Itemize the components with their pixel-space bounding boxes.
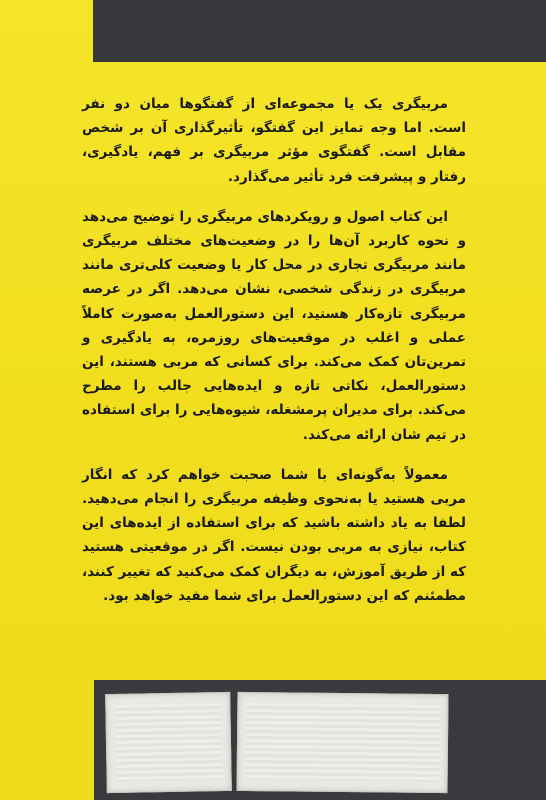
price-sticker-right (236, 692, 448, 793)
paragraph-1: مربیگری یک یا مجموعه‌ای از گفتگوها میان دو نفر است. اما وجه تمایز این گفتگو، تأثیرگذاری آن بر شخص مقابل است. گفتگوی مؤثر مربیگری بر فهم، یادگیری، رفتار و پیشرفت فرد تأثیر می‌گذارد. (82, 96, 466, 185)
top-dark-band (93, 0, 546, 62)
price-sticker-left (105, 692, 232, 793)
blurb-text (82, 92, 466, 624)
paragraph-2: این کتاب اصول و رویکردهای مربیگری را توضیح می‌دهد و نحوه کاربرد آن‌ها را در وضعیت‌های مختلف مربیگری مانند مربیگری تجاری در محل کار یا وضعیت کلی‌تری مانند مربیگری در زندگی شخصی، نشان می‌دهد. اگر در عرصه مربیگری تازه‌کار هستید، این دستورالعمل به‌صورت کاملاً عملی و اغلب در موقعیت‌های روزمره، به یادگیری و تمرین‌تان کمک می‌کند. برای کسانی که مربی هستند، این دستورالعمل، نکاتی تازه و ایده‌هایی جالب را مطرح می‌کند. برای مدیران پرمشغله، شیوه‌هایی را برای استفاده در تیم شان ارائه می‌کند. (82, 208, 466, 443)
paragraph-3: معمولاً به‌گونه‌ای با شما صحبت خواهم کرد که انگار مربی هستید یا به‌نحوی وظیفه مربیگری را انجام می‌دهید. لطفا به یاد داشته باشید که برای استفاده از ایده‌های این کتاب، نیازی به مربی بودن نیست. اگر در موقعیتی هستید که از طریق آموزش، به دیگران کمک می‌کنید که تغییر کنند، مطمئنم که این دستورالعمل برای شما مفید خواهد بود. (82, 466, 466, 604)
